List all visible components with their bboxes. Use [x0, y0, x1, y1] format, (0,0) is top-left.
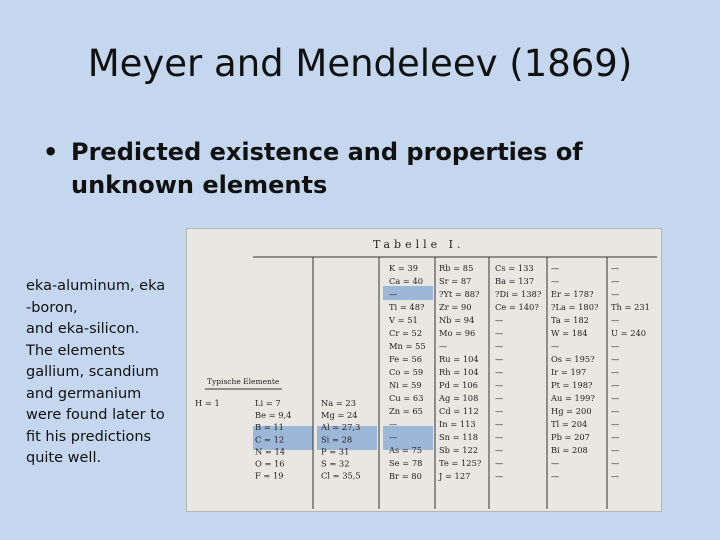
table-cell: Bi = 208 — [551, 445, 588, 455]
side-paragraph — [26, 276, 174, 470]
table-cell: — — [551, 263, 560, 273]
table-cell: — — [495, 393, 504, 403]
table-cell: Br = 80 — [389, 471, 422, 481]
table-cell: — — [611, 393, 620, 403]
side-line: gallium, scandium — [26, 364, 159, 380]
table-cell: Ba = 137 — [495, 276, 535, 286]
table-cell: — — [495, 458, 504, 468]
table-cell: — — [495, 432, 504, 442]
table-cell: Pd = 106 — [439, 380, 478, 390]
table-cell: V = 51 — [389, 315, 418, 325]
table-cell: ?Yt = 88? — [439, 289, 480, 299]
side-line: quite well. — [26, 450, 102, 466]
table-cell: — — [495, 445, 504, 455]
table-cell: — — [611, 289, 620, 299]
table-cell: ?Di = 138? — [495, 289, 542, 299]
table-cell: — — [611, 367, 620, 377]
table-cell: Cd = 112 — [439, 406, 479, 416]
table-cell: Ru = 104 — [439, 354, 479, 364]
bullet-text: Predicted existence and properties of unknown elements — [71, 138, 583, 199]
table-cell: — — [551, 341, 560, 351]
table-cell: — — [389, 432, 398, 442]
table-cell: Er = 178? — [551, 289, 594, 299]
table-cell: — — [551, 276, 560, 286]
table-cell: In = 113 — [439, 419, 476, 429]
table-cell: — — [611, 406, 620, 416]
table-cell: — — [495, 315, 504, 325]
side-line: and germanium — [26, 385, 142, 402]
table-cell: — — [611, 341, 620, 351]
table-cell: Na = 23 — [321, 398, 356, 408]
table-cell: S = 32 — [321, 458, 350, 469]
table-cell: Te = 125? — [439, 458, 482, 468]
table-cell: As = 75 — [389, 445, 423, 455]
table-cell: Zr = 90 — [439, 302, 472, 312]
table-cell: Tl = 204 — [551, 419, 588, 429]
table-cell: — — [611, 458, 620, 468]
table-cell: — — [611, 380, 620, 390]
side-line: The elements — [26, 342, 125, 359]
table-cell: Ir = 197 — [551, 367, 587, 377]
table-cell: F = 19 — [255, 470, 284, 481]
side-line: -boron, — [26, 299, 78, 316]
table-cell: — — [495, 380, 504, 390]
table-cell: Hg = 200 — [551, 406, 592, 416]
table-cell: Th = 231 — [611, 302, 650, 312]
table-cell: Se = 78 — [389, 458, 423, 468]
table-cell: — — [495, 419, 504, 429]
table-cell: Co = 59 — [389, 367, 424, 377]
table-cell: P = 31 — [321, 446, 350, 457]
table-cell: Nb = 94 — [439, 315, 475, 325]
table-cell: Rh = 104 — [439, 367, 479, 377]
periodic-table-svg — [187, 229, 661, 511]
side-line: fit his predictions — [26, 428, 152, 445]
table-cell: Fe = 56 — [389, 354, 422, 364]
table-cell: — — [389, 419, 398, 429]
table-cell: Ti = 48? — [389, 302, 425, 312]
table-cell: Pt = 198? — [551, 380, 593, 390]
table-cell: Rb = 85 — [439, 263, 474, 273]
table-cell: Ce = 140? — [495, 302, 539, 312]
side-line: were found later to — [26, 407, 165, 423]
table-cell: W = 184 — [551, 328, 588, 338]
table-cell: Be = 9,4 — [255, 410, 292, 421]
table-cell: Ca = 40 — [389, 276, 424, 286]
table-cell: J = 127 — [439, 471, 471, 481]
table-cell: — — [611, 432, 620, 442]
table-cell: — — [495, 406, 504, 416]
table-cell: — — [495, 471, 504, 481]
hydrogen-entry: H = 1 — [195, 398, 220, 408]
side-line: and eka-silicon. — [26, 321, 140, 337]
side-line: eka-aluminum, eka — [26, 278, 166, 294]
table-cell: Zn = 65 — [389, 406, 423, 416]
table-cell: Ni = 59 — [389, 380, 422, 390]
table-cell: U = 240 — [611, 328, 647, 338]
table-cell: — — [495, 354, 504, 364]
table-cell: — — [389, 289, 398, 299]
table-cell: — — [551, 471, 560, 481]
table-cell: Cr = 52 — [389, 328, 423, 338]
table-cell: K = 39 — [389, 263, 418, 273]
table-title: Tabelle I. — [373, 238, 465, 251]
table-cell: Ag = 108 — [439, 393, 479, 403]
table-cell: N = 14 — [255, 446, 286, 457]
table-cell: — — [551, 458, 560, 468]
table-cell: Sn = 118 — [439, 432, 479, 442]
table-cell: Li = 7 — [255, 398, 281, 408]
table-cell: — — [611, 354, 620, 364]
table-cell: — — [611, 315, 620, 325]
table-cell: Au = 199? — [551, 393, 595, 403]
table-cell: Os = 195? — [551, 354, 595, 364]
table-cell: — — [611, 419, 620, 429]
table-cell: — — [611, 276, 620, 286]
table-cell: Si = 28 — [321, 434, 353, 445]
table-cell: Mg = 24 — [321, 410, 358, 421]
table-cell: ?La = 180? — [551, 302, 599, 312]
table-cell: Mn = 55 — [389, 341, 426, 351]
table-cell: B = 11 — [255, 422, 284, 433]
table-cell: Cs = 133 — [495, 263, 534, 273]
periodic-table-image — [186, 228, 662, 512]
table-cell: Ta = 182 — [551, 315, 589, 325]
table-cell: — — [611, 263, 620, 273]
slide-title: Meyer and Mendeleev (1869) — [87, 42, 633, 85]
table-cell: Sr = 87 — [439, 276, 472, 286]
typical-elements-label: Typische Elemente — [207, 377, 280, 386]
bullet-icon: • — [43, 138, 59, 166]
table-cell: — — [611, 445, 620, 455]
table-cell: C = 12 — [255, 434, 285, 445]
table-cell: Cl = 35,5 — [321, 470, 361, 481]
table-cell: O = 16 — [255, 458, 285, 469]
table-cell: Mo = 96 — [439, 328, 476, 338]
table-cell: Pb = 207 — [551, 432, 590, 442]
table-cell: Sb = 122 — [439, 445, 479, 455]
table-cell: Cu = 63 — [389, 393, 424, 403]
table-cell: — — [611, 471, 620, 481]
table-cell: — — [439, 341, 448, 351]
table-cell: — — [495, 328, 504, 338]
table-cell: Al = 27,3 — [321, 422, 361, 433]
table-cell: — — [495, 341, 504, 351]
table-cell: — — [495, 367, 504, 377]
